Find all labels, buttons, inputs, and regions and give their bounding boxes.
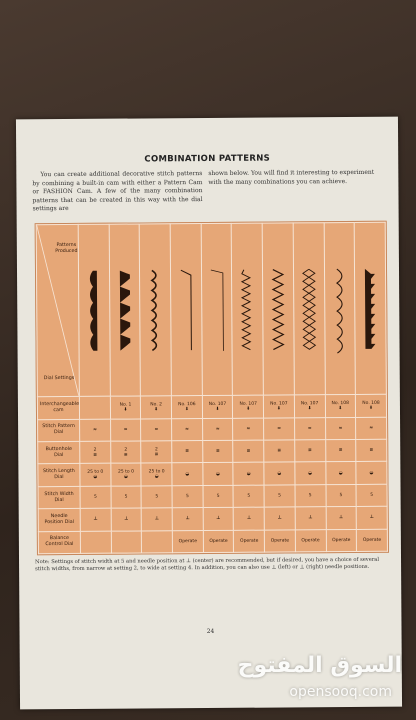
stitch-pattern-icon bbox=[202, 261, 232, 357]
manual-page bbox=[16, 117, 402, 710]
pattern-produced-10 bbox=[354, 222, 386, 394]
dial-symbol-icon: ◒ bbox=[154, 474, 159, 480]
table-row bbox=[37, 395, 386, 420]
table-cell bbox=[326, 484, 357, 507]
dial-symbol-icon: ◒ bbox=[246, 471, 251, 477]
cell-value: 5 bbox=[370, 492, 374, 498]
table-cell bbox=[356, 462, 387, 485]
cell-value: Operate bbox=[209, 538, 228, 544]
cell-value: No. 108 bbox=[362, 400, 380, 406]
dial-symbol-icon: ≡ bbox=[338, 448, 343, 454]
table-cell bbox=[172, 441, 203, 464]
table-cell bbox=[172, 463, 203, 486]
cell-value: Operate bbox=[301, 538, 320, 544]
table-cell bbox=[325, 395, 356, 418]
table-cell bbox=[141, 396, 172, 419]
table-cell bbox=[264, 462, 295, 485]
stitch-pattern-icon bbox=[140, 262, 170, 358]
table-cell bbox=[233, 485, 264, 508]
dial-symbol-icon: ≡ bbox=[246, 448, 251, 454]
dial-symbol-icon: ⊥ bbox=[277, 515, 282, 521]
table-cell bbox=[80, 441, 111, 464]
table-cell bbox=[234, 530, 265, 553]
header-patterns: Patterns Produced bbox=[55, 242, 78, 255]
table-cell bbox=[79, 396, 110, 419]
cell-value: No. 107 bbox=[239, 401, 257, 407]
table-cell bbox=[294, 417, 325, 440]
dial-symbol-icon: ⬇ bbox=[338, 406, 343, 412]
cell-value: No. 106 bbox=[178, 402, 196, 408]
cell-value: 5 bbox=[186, 494, 189, 500]
dial-symbol-icon: ◒ bbox=[369, 470, 374, 476]
table-cell bbox=[203, 463, 234, 486]
table-row bbox=[38, 484, 387, 509]
table-cell bbox=[111, 486, 142, 509]
table-cell bbox=[142, 530, 173, 553]
intro-left: You can create additional decorative stitch patterns by combining a built-in cam with either a Pattern Cam or FASHION Cam. A few of the many combination patterns that can be created in this way with the dial settings are bbox=[32, 170, 203, 213]
dial-symbol-icon: ≡ bbox=[185, 449, 190, 455]
dial-symbol-icon: ≡ bbox=[154, 452, 159, 458]
table-cell bbox=[233, 395, 264, 418]
cell-value: No. 2 bbox=[150, 402, 163, 408]
table-cell bbox=[264, 440, 295, 463]
table-cell bbox=[356, 395, 387, 418]
header-corner bbox=[36, 224, 79, 397]
stitch-pattern-icon bbox=[171, 262, 201, 358]
page-number: 24 bbox=[206, 627, 215, 636]
cell-value: 5 bbox=[155, 494, 159, 500]
table-cell bbox=[325, 440, 356, 463]
table-cell bbox=[233, 463, 264, 486]
dial-symbol-icon: ≡ bbox=[308, 448, 312, 454]
cell-value: 5 bbox=[124, 494, 128, 500]
cell-value: No. 107 bbox=[300, 401, 319, 407]
dial-symbol-icon: ⊥ bbox=[124, 516, 129, 522]
pattern-produced-8 bbox=[293, 223, 325, 395]
table-cell bbox=[111, 508, 142, 531]
table-cell bbox=[141, 441, 172, 464]
row-label: Stitch Pattern Dial bbox=[38, 419, 80, 442]
dial-symbol-icon: ⊥ bbox=[246, 516, 252, 522]
pattern-produced-9 bbox=[324, 222, 356, 394]
stitch-pattern-icon bbox=[232, 261, 262, 357]
table-row bbox=[38, 529, 387, 554]
dial-symbol-icon: ◒ bbox=[123, 474, 128, 480]
stitch-pattern-icon bbox=[110, 262, 140, 358]
dial-symbol-icon: ≈ bbox=[123, 427, 128, 433]
table-cell bbox=[141, 486, 172, 509]
row-label: Interchangeable cam bbox=[37, 397, 79, 420]
row-label: Balance Control Dial bbox=[38, 531, 80, 554]
table-cell bbox=[233, 418, 264, 441]
dial-symbol-icon: ◒ bbox=[308, 470, 313, 476]
dial-symbol-icon: ≈ bbox=[93, 427, 97, 433]
table-cell bbox=[264, 529, 295, 552]
cell-value: 5 bbox=[339, 493, 343, 499]
table-cell bbox=[141, 463, 172, 486]
dial-symbol-icon: ⊥ bbox=[216, 516, 221, 522]
cell-value: 25 to 0 bbox=[117, 469, 134, 475]
dial-symbol-icon: ⬇ bbox=[215, 406, 220, 412]
pattern-produced-3 bbox=[140, 224, 172, 396]
table-cell bbox=[141, 418, 172, 441]
table-cell bbox=[202, 418, 233, 441]
dial-symbol-icon: ◒ bbox=[338, 470, 343, 476]
table-cell bbox=[80, 508, 111, 531]
dial-symbol-icon: ≡ bbox=[93, 452, 98, 458]
table-cell bbox=[110, 419, 141, 442]
table-cell bbox=[172, 485, 203, 508]
table-cell bbox=[172, 530, 203, 553]
row-label: Stitch Length Dial bbox=[38, 464, 80, 487]
table-cell bbox=[110, 396, 141, 419]
cell-value: 5 bbox=[247, 493, 251, 499]
header-dial: Dial Settings bbox=[43, 376, 75, 382]
cell-value: 2 bbox=[155, 447, 158, 453]
dial-symbol-icon: ◒ bbox=[185, 471, 190, 477]
table-row bbox=[38, 506, 387, 531]
pattern-produced-4 bbox=[170, 224, 202, 396]
table-row bbox=[38, 417, 387, 442]
dial-symbol-icon: ⬇ bbox=[184, 407, 189, 413]
watermark-url: opensooq.com bbox=[289, 684, 392, 700]
table-cell bbox=[203, 485, 234, 508]
stitch-pattern-icon bbox=[324, 261, 354, 357]
dial-symbol-icon: ⬇ bbox=[154, 407, 159, 413]
cell-value: 25 to 0 bbox=[148, 469, 165, 475]
table-cell bbox=[203, 508, 234, 531]
table-cell bbox=[142, 508, 173, 531]
stitch-pattern-icon bbox=[263, 261, 293, 357]
table-cell bbox=[171, 396, 202, 419]
table-cell bbox=[111, 463, 142, 486]
cell-value: 2 bbox=[124, 447, 128, 453]
dial-symbol-icon: ⬇ bbox=[277, 406, 281, 412]
dial-symbol-icon: ⊥ bbox=[369, 515, 374, 521]
dial-symbol-icon: ◒ bbox=[216, 471, 221, 477]
table-cell bbox=[264, 395, 295, 418]
table-cell bbox=[80, 464, 111, 487]
table-cell bbox=[202, 440, 233, 463]
table-cell bbox=[264, 485, 295, 508]
table-cell bbox=[234, 507, 265, 530]
cell-value: No. 1 bbox=[119, 402, 132, 408]
dial-symbol-icon: ⬇ bbox=[307, 406, 312, 412]
footnote: Note: Settings of stitch width at 5 and needle position at ⊥ (center) are recommended, but if desired, you have a choice of several stitch widths, from narrow at setting 2, to wide at setting 4. In addition, you can also use ⊥ (left) or ⊥ (right) needle positions. bbox=[35, 556, 380, 573]
watermark-arabic: السوق المفتوح bbox=[237, 653, 402, 678]
table-cell bbox=[295, 462, 326, 485]
table-cell bbox=[110, 441, 141, 464]
table-cell bbox=[203, 530, 234, 553]
cell-value: 2 bbox=[93, 447, 97, 453]
cell-value: Operate bbox=[270, 538, 290, 544]
table-cell bbox=[80, 486, 111, 509]
dial-symbol-icon: ≈ bbox=[307, 426, 312, 432]
dial-symbol-icon: ≈ bbox=[369, 425, 374, 431]
row-label: Buttonhole Dial bbox=[38, 441, 80, 464]
table-cell bbox=[80, 419, 111, 442]
table-cell bbox=[356, 439, 387, 462]
cell-value: 25 to 0 bbox=[87, 469, 104, 475]
dial-symbol-icon: ⬇ bbox=[123, 407, 128, 413]
page-title: COMBINATION PATTERNS bbox=[144, 153, 271, 165]
dial-symbol-icon: ⊥ bbox=[154, 516, 160, 522]
dial-symbol-icon: ≡ bbox=[123, 452, 128, 458]
dial-symbol-icon: ◒ bbox=[93, 474, 98, 480]
pattern-produced-2 bbox=[109, 224, 141, 396]
table-cell bbox=[294, 395, 325, 418]
dial-symbol-icon: ⊥ bbox=[185, 516, 190, 522]
table-cell bbox=[325, 462, 356, 485]
dial-symbol-icon: ⬇ bbox=[369, 405, 373, 411]
combination-table bbox=[35, 221, 389, 555]
table-cell bbox=[356, 417, 387, 440]
cell-value: Operate bbox=[362, 537, 382, 543]
table-cell bbox=[264, 507, 295, 530]
cell-value: No. 107 bbox=[270, 401, 288, 407]
table-cell bbox=[295, 440, 326, 463]
dial-symbol-icon: ⊥ bbox=[93, 517, 98, 523]
table-cell bbox=[111, 531, 142, 554]
cell-value: 5 bbox=[308, 493, 312, 499]
row-label: Needle Position Dial bbox=[38, 509, 80, 532]
dial-symbol-icon: ≈ bbox=[338, 425, 343, 431]
cell-value: No. 107 bbox=[208, 401, 227, 407]
table-cell bbox=[326, 507, 357, 530]
dial-symbol-icon: ≈ bbox=[215, 426, 220, 432]
table-row bbox=[38, 439, 387, 464]
table-cell bbox=[325, 417, 356, 440]
table-row bbox=[38, 462, 387, 487]
dial-symbol-icon: ≈ bbox=[154, 427, 159, 433]
cell-value: 5 bbox=[216, 493, 220, 499]
stitch-pattern-icon bbox=[79, 262, 109, 358]
table-cell bbox=[326, 529, 357, 552]
table-cell bbox=[233, 440, 264, 463]
dial-symbol-icon: ◒ bbox=[277, 471, 282, 477]
table-cell bbox=[356, 484, 387, 507]
dial-symbol-icon: ≡ bbox=[215, 449, 220, 455]
pattern-produced-6 bbox=[232, 223, 264, 395]
dial-symbol-icon: ≈ bbox=[277, 426, 281, 432]
table-cell bbox=[264, 418, 295, 441]
dial-symbol-icon: ≈ bbox=[246, 426, 251, 432]
cell-value: Operate bbox=[332, 537, 351, 543]
table-cell bbox=[295, 485, 326, 508]
cell-value: No. 108 bbox=[331, 400, 350, 407]
cell-value: Operate bbox=[240, 538, 259, 544]
intro-right: shown below. You will find it interesting to experiment with the many combinations you can achieve. bbox=[208, 168, 375, 186]
stitch-pattern-icon bbox=[294, 261, 324, 357]
cell-value: 5 bbox=[93, 494, 97, 500]
row-label: Stitch Width Dial bbox=[38, 486, 80, 509]
stitch-pattern-icon bbox=[355, 260, 385, 356]
pattern-produced-1 bbox=[78, 224, 110, 396]
dial-symbol-icon: ⊥ bbox=[338, 515, 344, 521]
table-cell bbox=[295, 529, 326, 552]
table-cell bbox=[357, 529, 388, 552]
dial-symbol-icon: ≡ bbox=[369, 448, 374, 454]
table-cell bbox=[356, 506, 387, 529]
table-cell bbox=[202, 396, 233, 419]
dial-symbol-icon: ≈ bbox=[185, 426, 189, 432]
pattern-produced-5 bbox=[201, 223, 233, 395]
dial-symbol-icon: ⊥ bbox=[308, 515, 313, 521]
table-cell bbox=[172, 508, 203, 531]
dial-symbol-icon: ⬇ bbox=[246, 406, 251, 412]
table-cell bbox=[172, 418, 203, 441]
cell-value: Operate bbox=[178, 538, 197, 545]
table-cell bbox=[295, 507, 326, 530]
table-cell bbox=[80, 531, 111, 554]
cell-value: 5 bbox=[278, 493, 282, 499]
pattern-produced-7 bbox=[262, 223, 294, 395]
dial-symbol-icon: ≡ bbox=[277, 448, 282, 454]
